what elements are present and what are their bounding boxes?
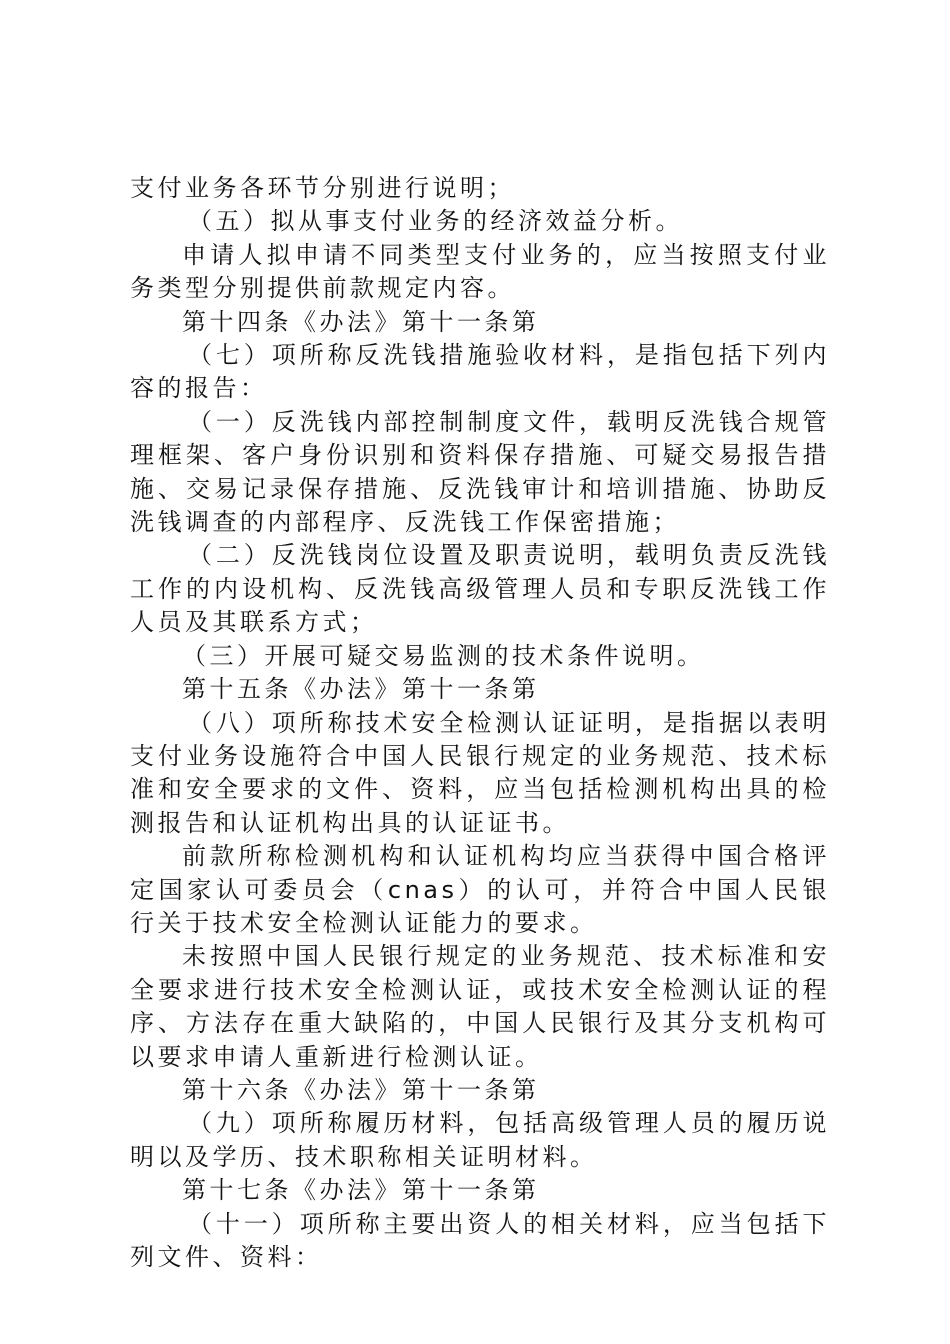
paragraph-aml-item-1: （一）反洗钱内部控制制度文件，载明反洗钱合规管理框架、客户身份识别和资料保存措施、可疑交易报告措施、交易记录保存措施、反洗钱审计和培训措施、协助反洗钱调查的内部程序、反洗钱工作保密措施； xyxy=(130,407,830,537)
paragraph-resume-materials: （九）项所称履历材料，包括高级管理人员的履历说明以及学历、技术职称相关证明材料。 xyxy=(130,1109,830,1171)
paragraph-continuation: 支付业务各环节分别进行说明； xyxy=(130,174,515,202)
article-17-heading: 第十七条《办法》第十一条第 xyxy=(182,1176,540,1205)
paragraph-aml-item-3: （三）开展可疑交易监测的技术条件说明。 xyxy=(182,641,705,670)
paragraph-aml-materials: （七）项所称反洗钱措施验收材料，是指包括下列内容的报告： xyxy=(130,341,830,403)
paragraph-applicant-types: 申请人拟申请不同类型支付业务的，应当按照支付业务类型分别提供前款规定内容。 xyxy=(130,240,830,303)
article-16-heading: 第十六条《办法》第十一条第 xyxy=(182,1075,540,1104)
paragraph-recertification: 未按照中国人民银行规定的业务规范、技术标准和安全要求进行技术安全检测认证，或技术安全检测认证的程序、方法存在重大缺陷的，中国人民银行及其分支机构可以要求申请人重新进行检测认证。 xyxy=(130,942,830,1071)
paragraph-security-certification: （八）项所称技术安全检测认证证明，是指据以表明支付业务设施符合中国人民银行规定的业务规范、技术标准和安全要求的文件、资料，应当包括检测机构出具的检测报告和认证机构出具的认证证书。 xyxy=(130,708,830,837)
document-body xyxy=(130,172,830,1274)
article-15-heading: 第十五条《办法》第十一条第 xyxy=(182,675,540,704)
paragraph-item-5: （五）拟从事支付业务的经济效益分析。 xyxy=(188,207,683,236)
paragraph-cnas: 前款所称检测机构和认证机构均应当获得中国合格评定国家认可委员会（cnas）的认可，并符合中国人民银行关于技术安全检测认证能力的要求。 xyxy=(130,842,830,937)
article-14-heading: 第十四条《办法》第十一条第 xyxy=(182,307,540,336)
paragraph-aml-item-2: （二）反洗钱岗位设置及职责说明，载明负责反洗钱工作的内设机构、反洗钱高级管理人员和专职反洗钱工作人员及其联系方式； xyxy=(130,541,830,637)
paragraph-investor-materials: （十一）项所称主要出资人的相关材料，应当包括下列文件、资料： xyxy=(130,1209,830,1271)
